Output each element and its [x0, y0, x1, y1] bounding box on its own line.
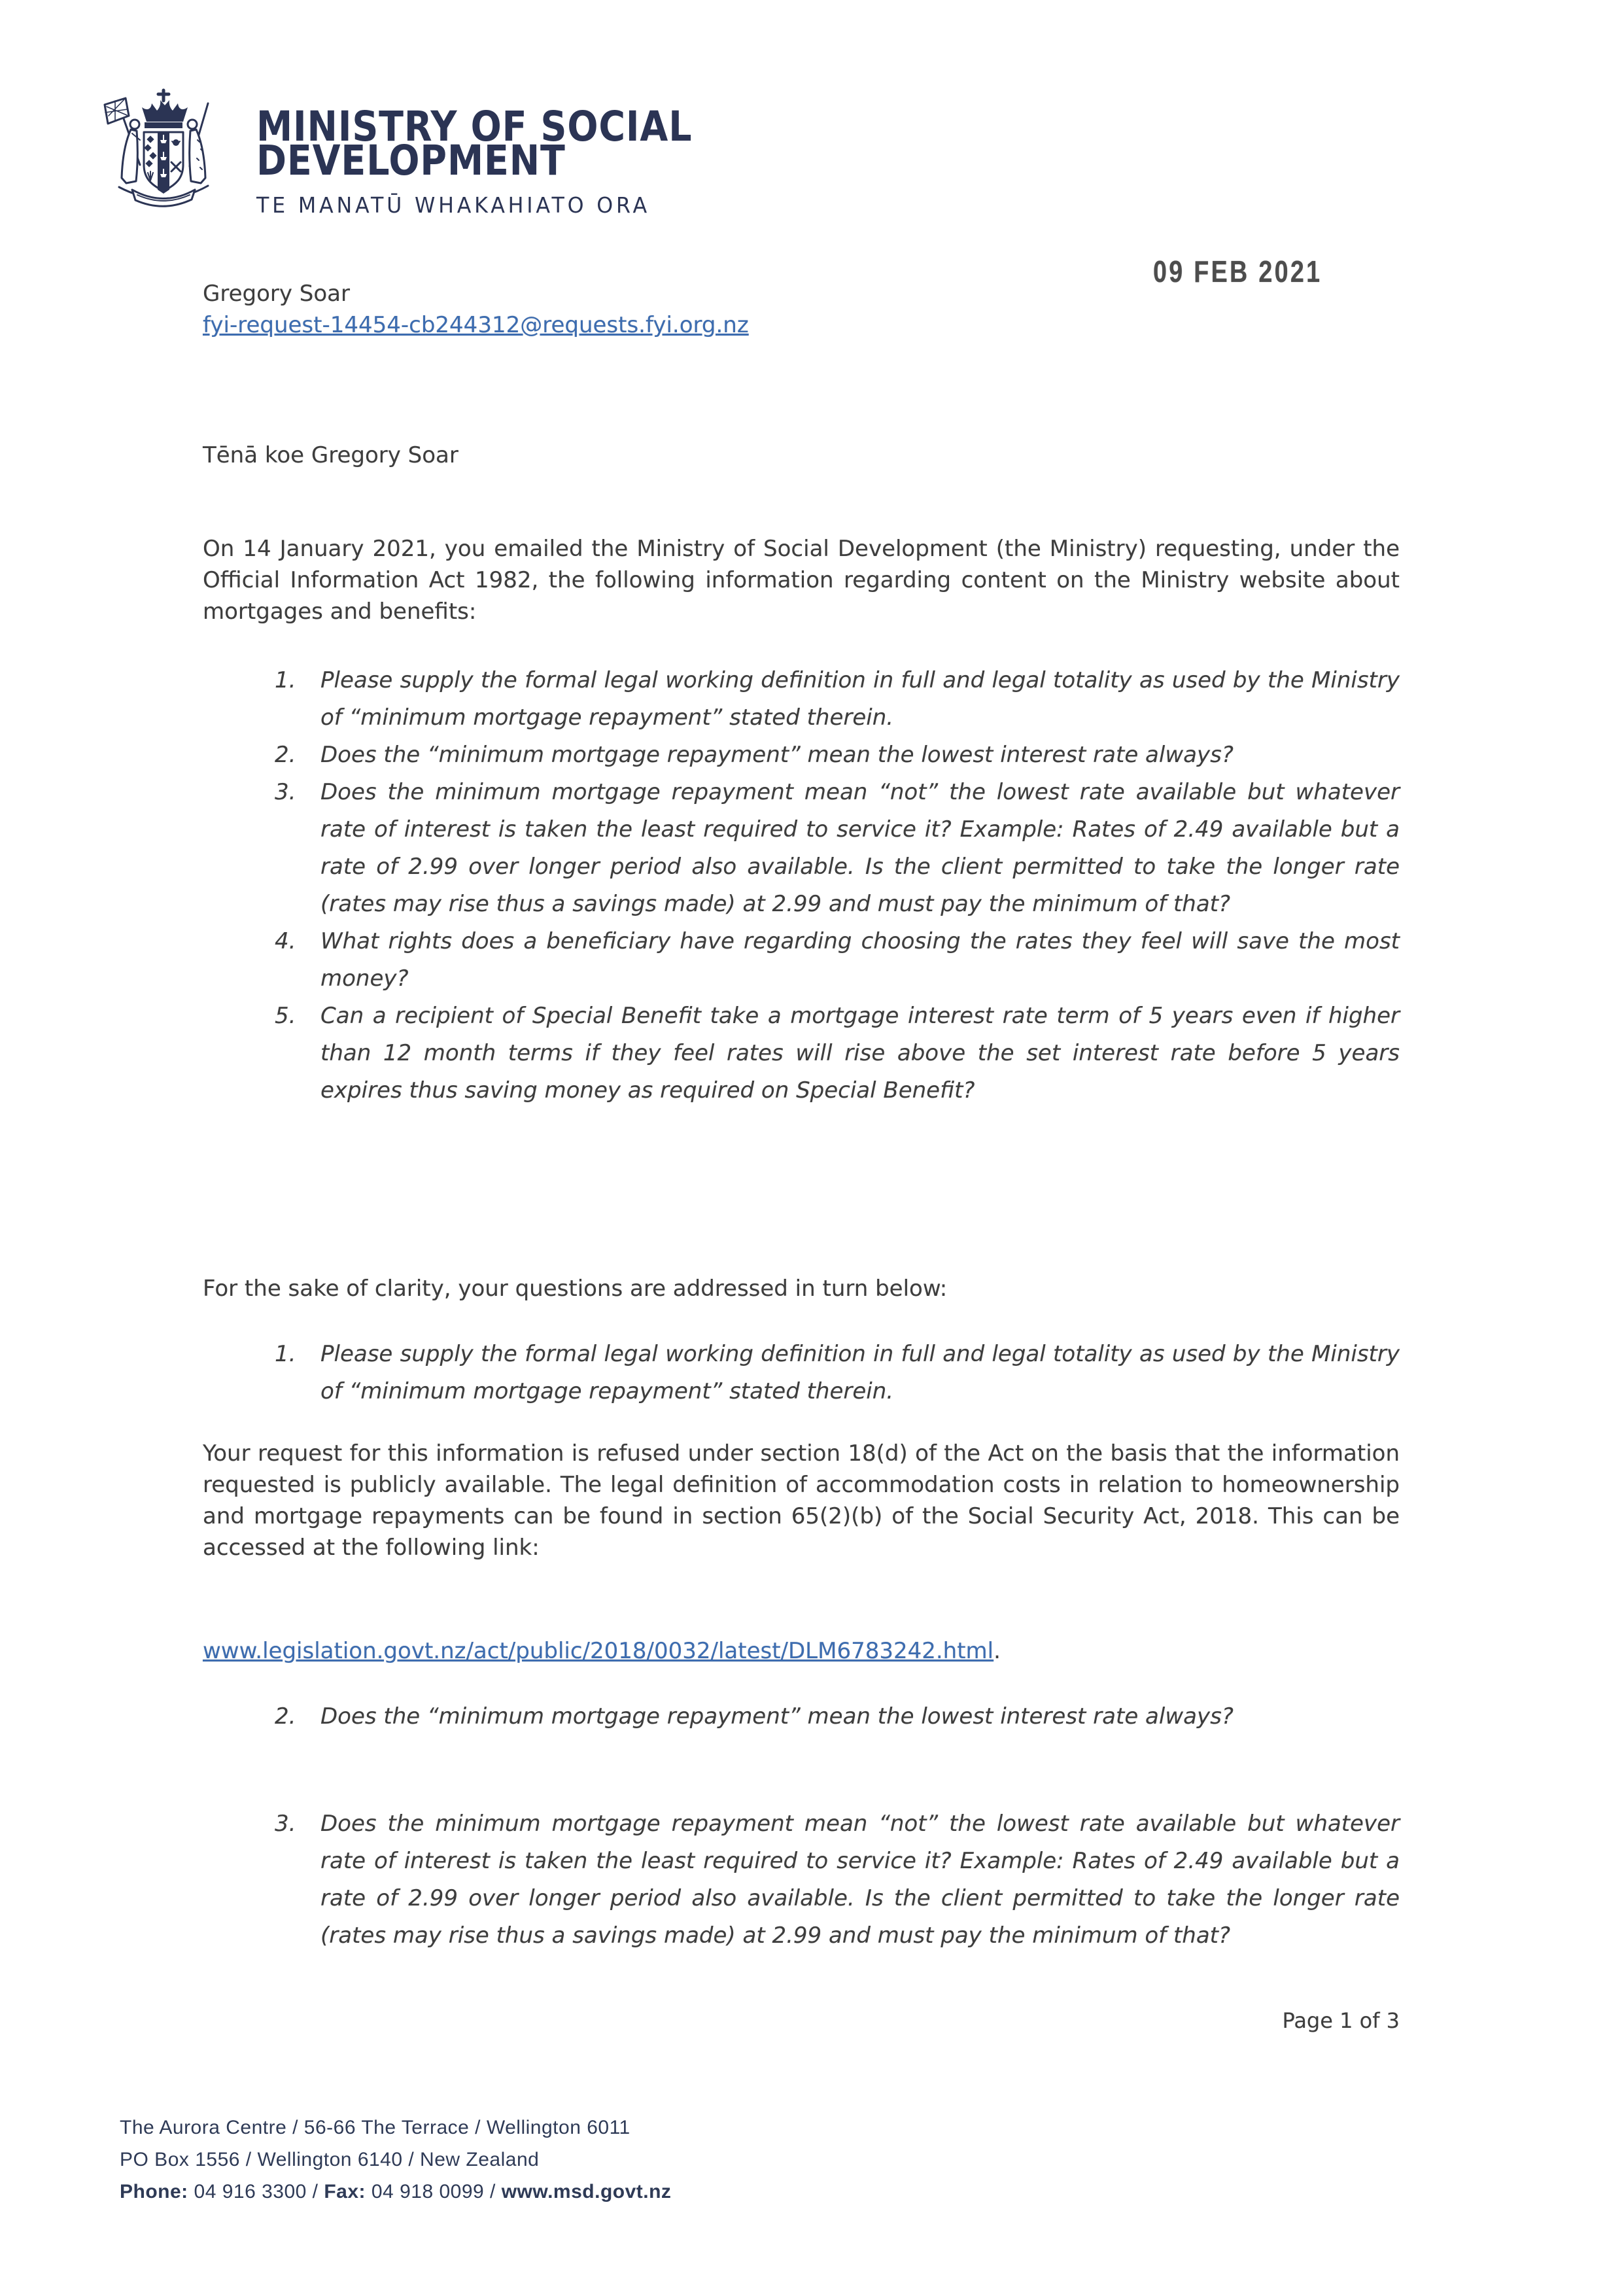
request-item-5-number: 5.: [275, 1003, 296, 1029]
footer-address-line2: PO Box 1556 / Wellington 6140 / New Zealand: [120, 2149, 540, 2170]
footer-fax-label: Fax:: [324, 2181, 366, 2202]
ministry-maori-name: TE MANATŪ WHAKAHIATO ORA: [256, 192, 650, 218]
request-item-1-number: 1.: [275, 667, 296, 693]
request-item-3-text: Does the minimum mortgage repayment mean “not” the lowest rate available but whatever rate of interest is taken the least required to service it? Example: Rates of 2.49 available but a rate of 2.99 over longer period also available. Is the client permitted to take the longer rate (rates may rise thus a savings made) at 2.99 and must pay the minimum of that?: [320, 779, 1400, 917]
request-item-3: [275, 774, 1400, 923]
footer-address-line1: The Aurora Centre / 56-66 The Terrace / Wellington 6011: [120, 2117, 631, 2138]
recipient-email-link[interactable]: fyi-request-14454-cb244312@requests.fyi.org.nz: [203, 312, 749, 338]
ministry-name-line2: DEVELOPMENT: [256, 137, 566, 184]
footer-fax-value: 04 918 0099 /: [366, 2181, 502, 2202]
response-q3-text: Does the minimum mortgage repayment mean “not” the lowest rate available but whatever rate of interest is taken the least required to service it? Example: Rates of 2.49 available but a rate of 2.99 over longer period also available. Is the client permitted to take the longer rate (rates may rise thus a savings made) at 2.99 and must pay the minimum of that?: [320, 1811, 1400, 1949]
letterhead-wordmark: [256, 103, 752, 218]
response-q2: [275, 1698, 1400, 1735]
response-q1-text: Please supply the formal legal working definition in full and legal totality as used by the Ministry of “minimum mortgage repayment” stated therein.: [320, 1341, 1400, 1404]
footer-website: www.msd.govt.nz: [501, 2181, 672, 2202]
ministry-name-line1: MINISTRY OF SOCIAL: [256, 103, 693, 150]
request-item-2-text: Does the “minimum mortgage repayment” mean the lowest interest rate always?: [320, 742, 1234, 768]
request-item-5: [275, 998, 1400, 1109]
salutation: Tēnā koe Gregory Soar: [203, 442, 458, 468]
page-indicator: Page 1 of 3: [1282, 2008, 1400, 2033]
response-q3-number: 3.: [275, 1811, 296, 1837]
recipient-email-line: [203, 309, 1400, 341]
request-item-1: [275, 662, 1400, 737]
response-q1: [275, 1336, 1400, 1410]
request-item-2: [275, 737, 1400, 774]
refusal-paragraph: Your request for this information is refused under section 18(d) of the Act on the basis that the information requested is publicly available. The legal definition of accommodation costs in relation to homeownership and mortgage repayments can be found in section 65(2)(b) of the Social Security Act, 2018. This can be accessed at the following link:: [203, 1440, 1400, 1561]
response-q2-text: Does the “minimum mortgage repayment” mean the lowest interest rate always?: [320, 1703, 1234, 1730]
request-item-2-number: 2.: [275, 742, 296, 768]
request-list: [275, 662, 1400, 1109]
nz-coat-of-arms-logo: [98, 85, 229, 216]
response-q2-item: [275, 1698, 1400, 1735]
footer-contact-line: [120, 2176, 671, 2208]
response-q3: [275, 1805, 1400, 1955]
request-item-4: [275, 923, 1400, 998]
legislation-link-period: .: [993, 1638, 1001, 1664]
footer-phone-label: Phone:: [120, 2181, 188, 2202]
clarity-line: For the sake of clarity, your questions are addressed in turn below:: [203, 1276, 948, 1302]
letter-footer: [120, 2112, 671, 2208]
response-q2-number: 2.: [275, 1703, 296, 1730]
response-q1-number: 1.: [275, 1341, 296, 1367]
response-q3-item: [275, 1805, 1400, 1955]
request-item-4-number: 4.: [275, 928, 296, 954]
request-item-1-text: Please supply the formal legal working definition in full and legal totality as used by the Ministry of “minimum mortgage repayment” stated therein.: [320, 667, 1400, 731]
footer-phone-value: 04 916 3300 /: [188, 2181, 324, 2202]
request-item-3-number: 3.: [275, 779, 296, 805]
received-date-stamp: 09 FEB 2021: [1153, 254, 1322, 288]
legislation-link-line: [203, 1635, 1400, 1667]
recipient-name: Gregory Soar: [203, 281, 350, 307]
response-q1-item: [275, 1336, 1400, 1410]
legislation-link[interactable]: www.legislation.govt.nz/act/public/2018/0032/latest/DLM6783242.html: [203, 1638, 994, 1664]
intro-paragraph: On 14 January 2021, you emailed the Ministry of Social Development (the Ministry) requesting, under the Official Information Act 1982, the following information regarding content on the Ministry website about mortgages and benefits:: [203, 536, 1400, 625]
request-item-4-text: What rights does a beneficiary have regarding choosing the rates they feel will save the most money?: [320, 928, 1400, 992]
request-item-5-text: Can a recipient of Special Benefit take a mortgage interest rate term of 5 years even if higher than 12 month terms if they feel rates will rise above the set interest rate before 5 years expires thus saving money as required on Special Benefit?: [320, 1003, 1400, 1104]
